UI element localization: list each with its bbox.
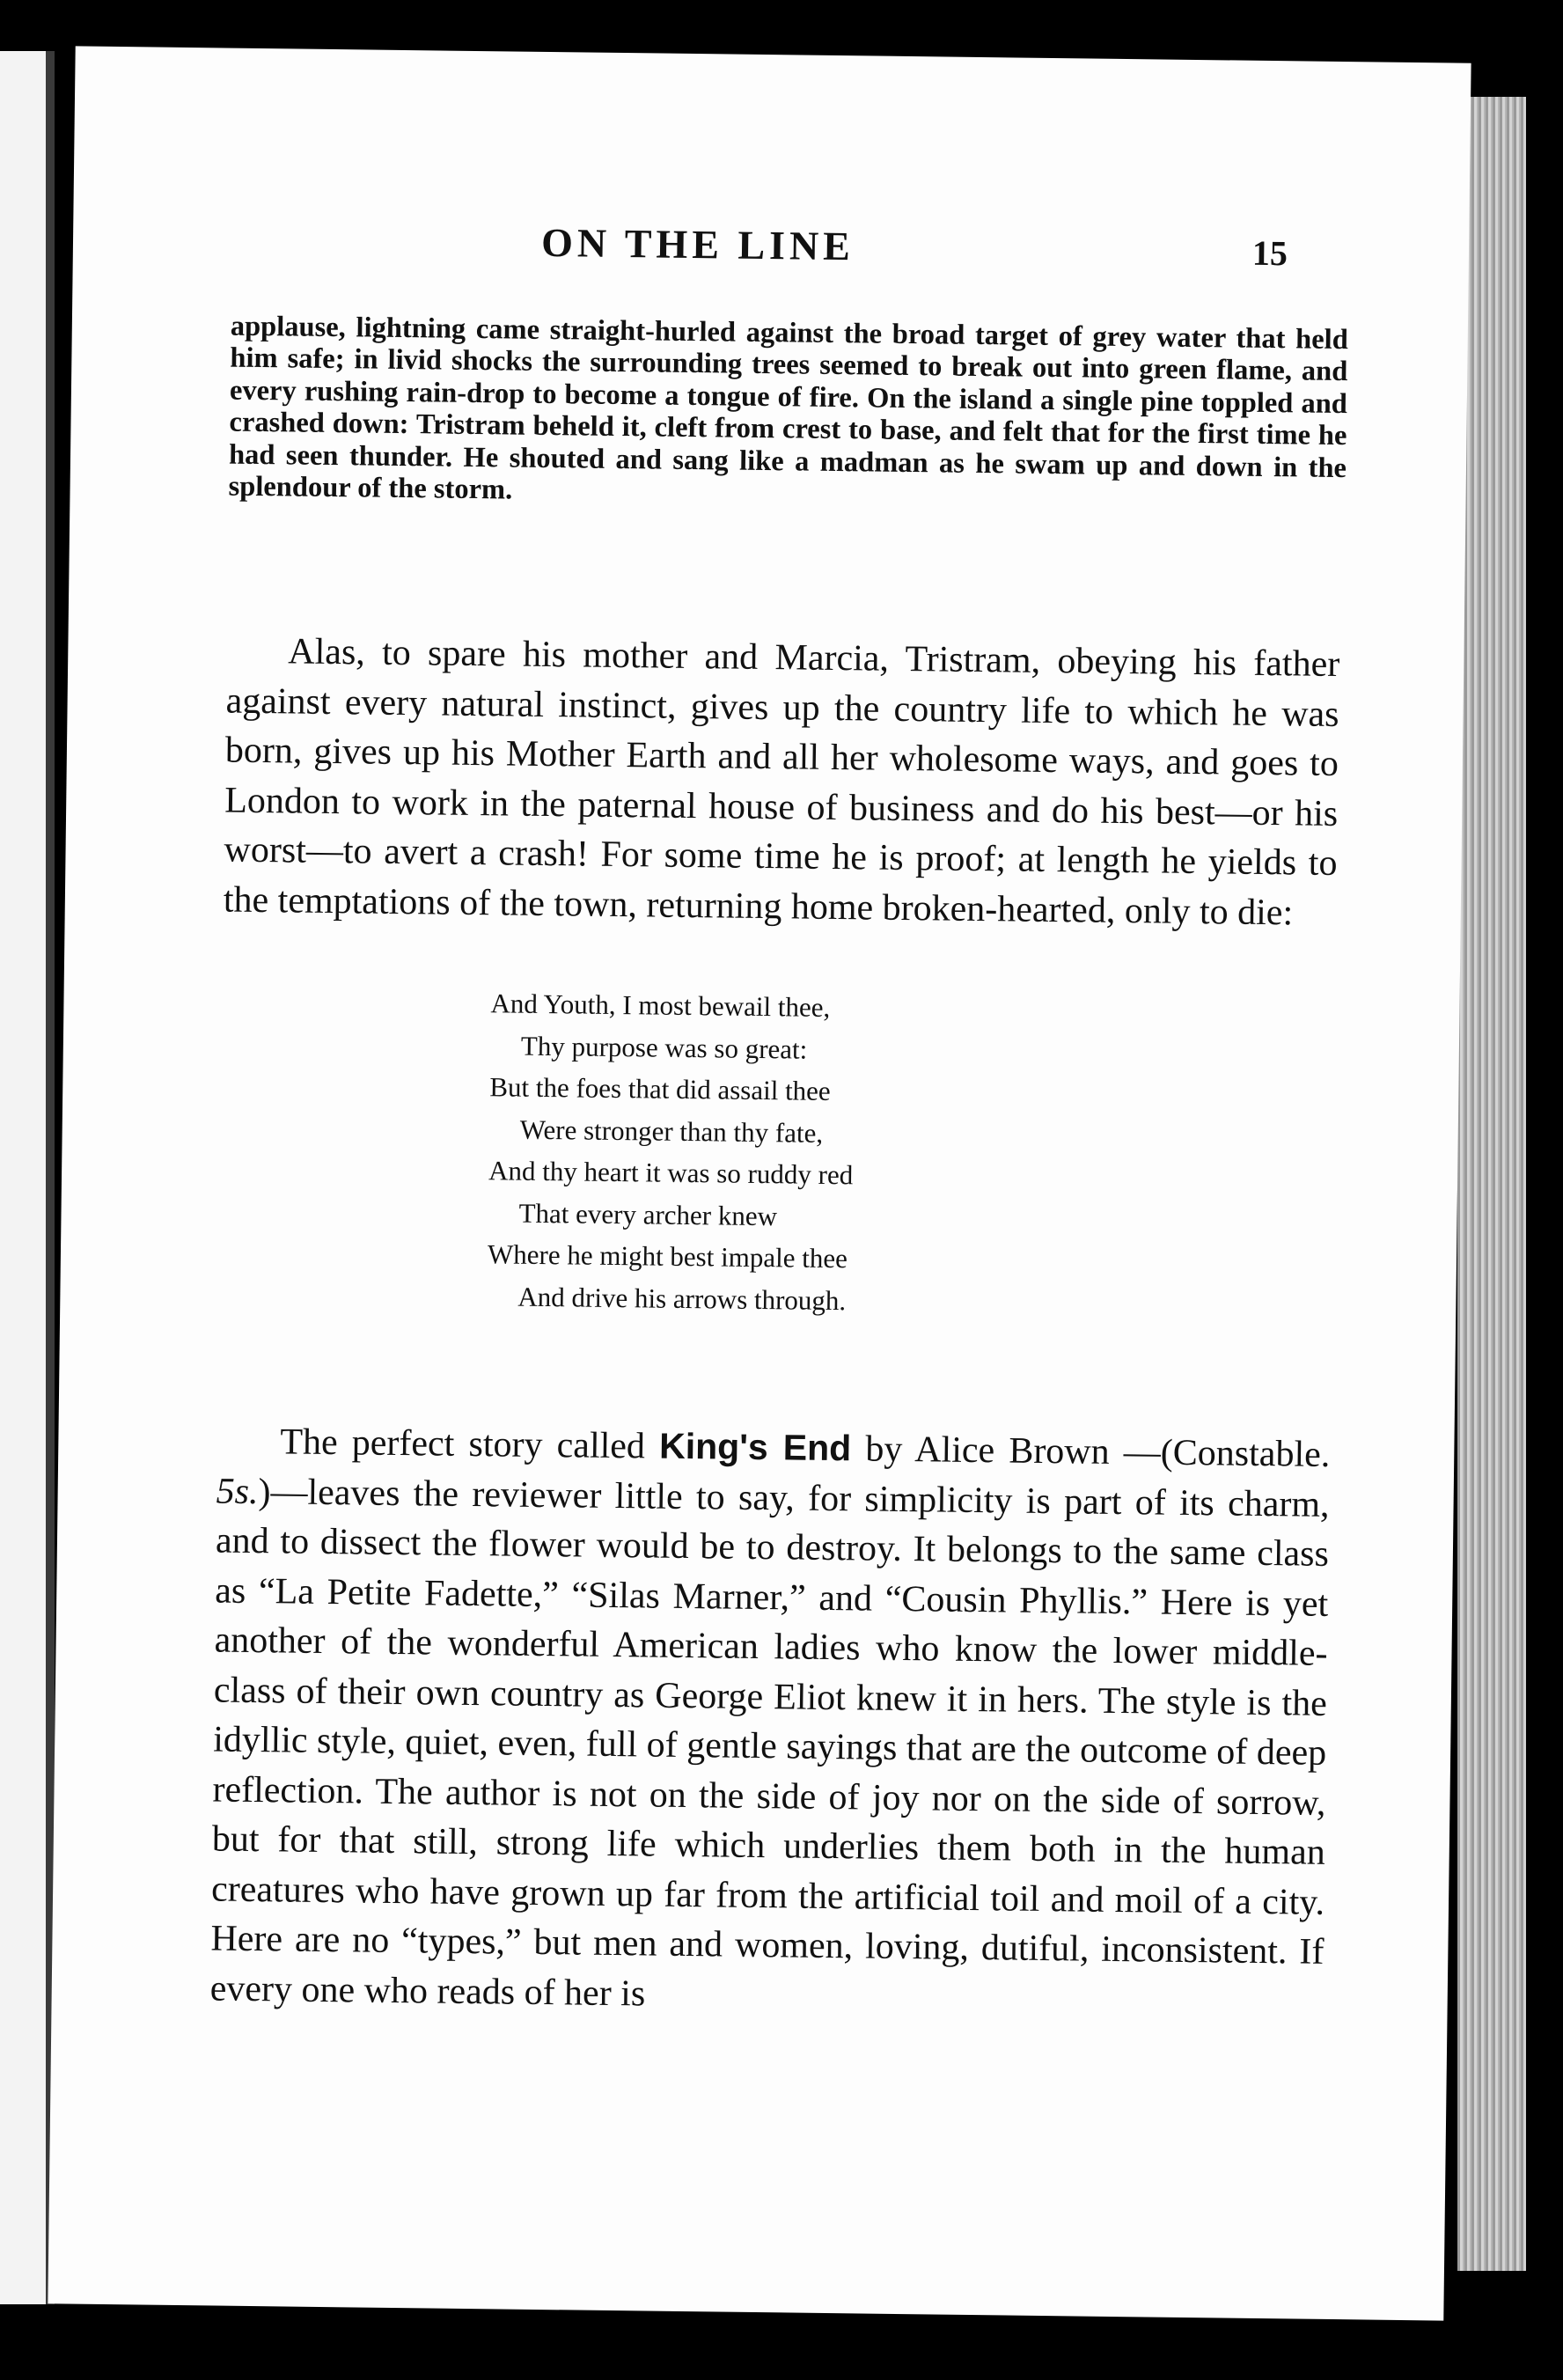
review-body: )—leaves the reviewer little to say, for simplicity is part of its charm, and to dissect the flower would be to destroy. It belongs to the same class as “La Petite Fadette,” “Silas Marner,” and “Cousin Phyllis.” Here is yet another of the wonderful American ladies who know the lower middle-class of their own country as George Eliot knew it in hers. The style is the idyllic style, quiet, even, full of gentle sayings that are the outcome of deep reflection. The author is not on the side of joy nor on the side of sorrow, but for that still, strong life which underlies them both in the human creatures who have grown up far from the artificial toil and moil of a city. Here are no “types,” but men and women, loving, dutiful, inconsistent. If every one who reads of her is <box>209 1471 1330 2014</box>
poem-line: Where he might best impale thee <box>487 1238 848 1274</box>
paragraph-tristram: Alas, to spare his mother and Marcia, Tristram, obeying his father against every natural instinct, gives up the country life to which he was born, gives up his Mother Earth and all her wholesome ways, and goes to London to work in the paternal house of business and do his best—or his worst—to avert a crash! For some time he is proof; at length he yields to the temptations of the town, returning home broken-hearted, only to die: <box>223 631 1340 933</box>
review-price: 5s. <box>216 1470 259 1512</box>
paragraph-review <box>209 1415 1330 2026</box>
poem-line: Thy purpose was so great: <box>520 1030 808 1065</box>
book-page <box>48 46 1471 2320</box>
page-number: 15 <box>1251 232 1288 274</box>
poem-line: But the foes that did assail thee <box>489 1071 831 1106</box>
review-publisher: by Alice Brown —(Constable. <box>850 1429 1331 1475</box>
poem-line: And Youth, I most bewail thee, <box>490 988 831 1023</box>
poem-line: And drive his arrows through. <box>517 1281 847 1316</box>
poem-line: And thy heart it was so ruddy red <box>488 1155 854 1191</box>
facing-page-edge <box>0 51 55 2304</box>
paragraph-storm: applause, lightning came straight-hurled against the broad target of grey water that held him safe; in livid shocks the surrounding trees seemed to break out into green flame, and every rushing rain-drop to become a tongue of fire. On the island a single pine toppled and crashed down: Tristram beheld it, cleft from crest to base, and felt that for the first time he had seen thunder. He shouted and sang like a madman as he swam up and down in the splendour of the storm. <box>228 310 1348 506</box>
page-block-edge <box>1457 97 1526 2271</box>
poem-line: That every archer knew <box>518 1197 778 1231</box>
running-title: ON THE LINE <box>540 219 855 269</box>
book-title: King's End <box>658 1425 852 1469</box>
poem-line: Were stronger than thy fate, <box>519 1113 824 1149</box>
review-lead: The perfect story called <box>280 1421 660 1467</box>
poem <box>487 982 855 1321</box>
